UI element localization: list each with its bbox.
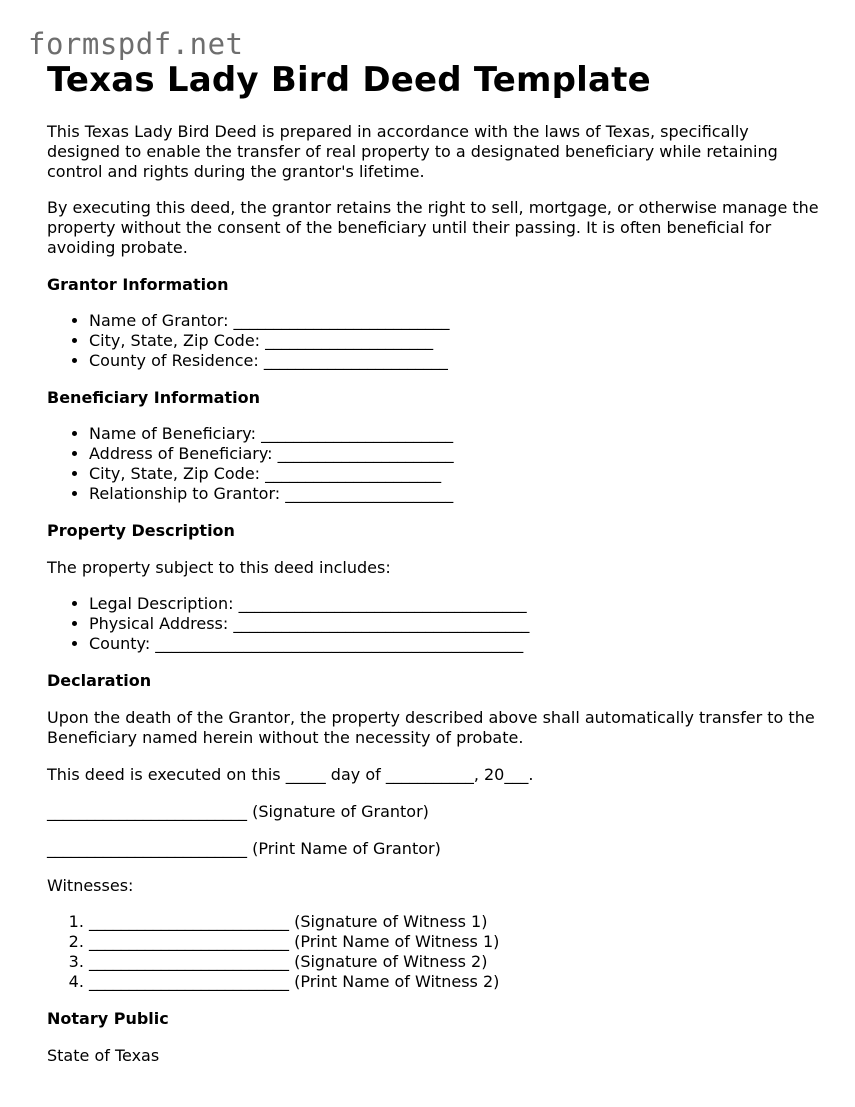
property-heading: Property Description <box>47 521 235 540</box>
list-item: • City, State, Zip Code: ______________________ <box>89 464 822 484</box>
list-item: 3. _________________________ (Signature of Witness 2) <box>89 952 822 972</box>
document-body <box>47 58 822 1066</box>
list-item: • Name of Grantor: ___________________________ <box>89 311 822 331</box>
list-item: 1. _________________________ (Signature of Witness 1) <box>89 912 822 932</box>
site-watermark: formspdf.net <box>28 27 244 61</box>
declaration-heading: Declaration <box>47 671 152 690</box>
intro-paragraph-1: This Texas Lady Bird Deed is prepared in accordance with the laws of Texas, specifically designed to enable the transfer of real property to a designated beneficiary while retaining control and rights during the grantor's lifetime. <box>47 122 778 181</box>
grantor-signature-line: _________________________ (Signature of Grantor) <box>47 802 429 821</box>
execution-date-line: This deed is executed on this _____ day of ___________, 20___. <box>47 765 534 784</box>
property-lead: The property subject to this deed includes: <box>47 558 391 577</box>
list-item: • County of Residence: _______________________ <box>89 351 822 371</box>
list-item: • City, State, Zip Code: _____________________ <box>89 331 822 351</box>
list-item: • County: ______________________________________________ <box>89 634 822 654</box>
list-item: 4. _________________________ (Print Name of Witness 2) <box>89 972 822 992</box>
declaration-text: Upon the death of the Grantor, the property described above shall automatically transfer to the Beneficiary named herein without the necessity of probate. <box>47 708 815 747</box>
grantor-list <box>47 311 822 371</box>
intro-paragraph-2: By executing this deed, the grantor retains the right to sell, mortgage, or otherwise manage the property without the consent of the beneficiary until their passing. It is often beneficial for avoiding probate. <box>47 198 819 257</box>
notary-state: State of Texas <box>47 1046 160 1065</box>
grantor-heading: Grantor Information <box>47 275 229 294</box>
list-item: • Physical Address: _____________________________________ <box>89 614 822 634</box>
list-item: 2. _________________________ (Print Name of Witness 1) <box>89 932 822 952</box>
beneficiary-list <box>47 424 822 504</box>
list-item: • Legal Description: ____________________________________ <box>89 594 822 614</box>
property-list <box>47 594 822 654</box>
beneficiary-heading: Beneficiary Information <box>47 388 260 407</box>
list-item: • Relationship to Grantor: _____________________ <box>89 484 822 504</box>
document-title: Texas Lady Bird Deed Template <box>47 60 651 100</box>
list-item: • Address of Beneficiary: ______________________ <box>89 444 822 464</box>
list-item: • Name of Beneficiary: ________________________ <box>89 424 822 444</box>
grantor-print-name-line: _________________________ (Print Name of Grantor) <box>47 839 441 858</box>
witnesses-label: Witnesses: <box>47 876 134 895</box>
witnesses-list <box>47 912 822 992</box>
notary-heading: Notary Public <box>47 1009 169 1028</box>
